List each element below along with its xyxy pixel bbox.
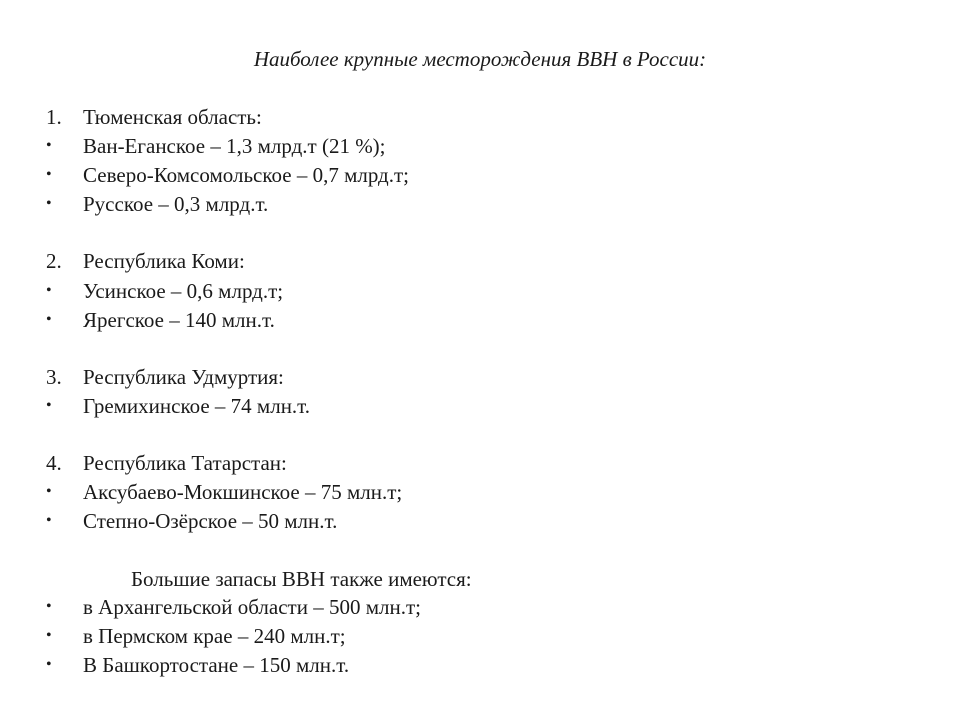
group-heading: Республика Коми:: [83, 249, 245, 273]
list-item: в Пермском крае – 240 млн.т;: [83, 624, 346, 648]
list-item: В Башкортостане – 150 млн.т.: [83, 653, 350, 677]
bullet-icon: •: [46, 598, 52, 615]
list-item: Ван-Еганское – 1,3 млрд.т (21 %);: [83, 134, 386, 158]
bullet-icon: •: [46, 137, 52, 154]
list-item: в Архангельской области – 500 млн.т;: [83, 595, 421, 619]
bullet-icon: •: [46, 656, 52, 673]
group-heading: Республика Удмуртия:: [83, 365, 284, 389]
bullet-icon: •: [46, 483, 52, 500]
group-heading: Тюменская область:: [83, 105, 262, 129]
group-number: 3.: [46, 365, 62, 389]
bullet-icon: •: [46, 282, 52, 299]
page-title: Наиболее крупные месторождения ВВН в России:: [253, 47, 707, 71]
bullet-icon: •: [46, 166, 52, 183]
group-number: 4.: [46, 451, 62, 475]
bullet-icon: •: [46, 311, 52, 328]
bullet-icon: •: [46, 195, 52, 212]
group-number: 1.: [46, 105, 62, 129]
group-heading: Республика Татарстан:: [83, 451, 287, 475]
list-item: Русское – 0,3 млрд.т.: [83, 192, 269, 216]
list-item: Аксубаево-Мокшинское – 75 млн.т;: [83, 480, 403, 504]
list-item: Ярегское – 140 млн.т.: [83, 308, 275, 332]
extra-heading: Большие запасы ВВН также имеются:: [131, 567, 472, 591]
list-item: Гремихинское – 74 млн.т.: [83, 394, 311, 418]
list-item: Северо-Комсомольское – 0,7 млрд.т;: [83, 163, 410, 187]
list-item: Степно-Озёрское – 50 млн.т.: [83, 509, 338, 533]
list-item: Усинское – 0,6 млрд.т;: [83, 279, 284, 303]
group-number: 2.: [46, 249, 62, 273]
bullet-icon: •: [46, 512, 52, 529]
bullet-icon: •: [46, 627, 52, 644]
bullet-icon: •: [46, 397, 52, 414]
